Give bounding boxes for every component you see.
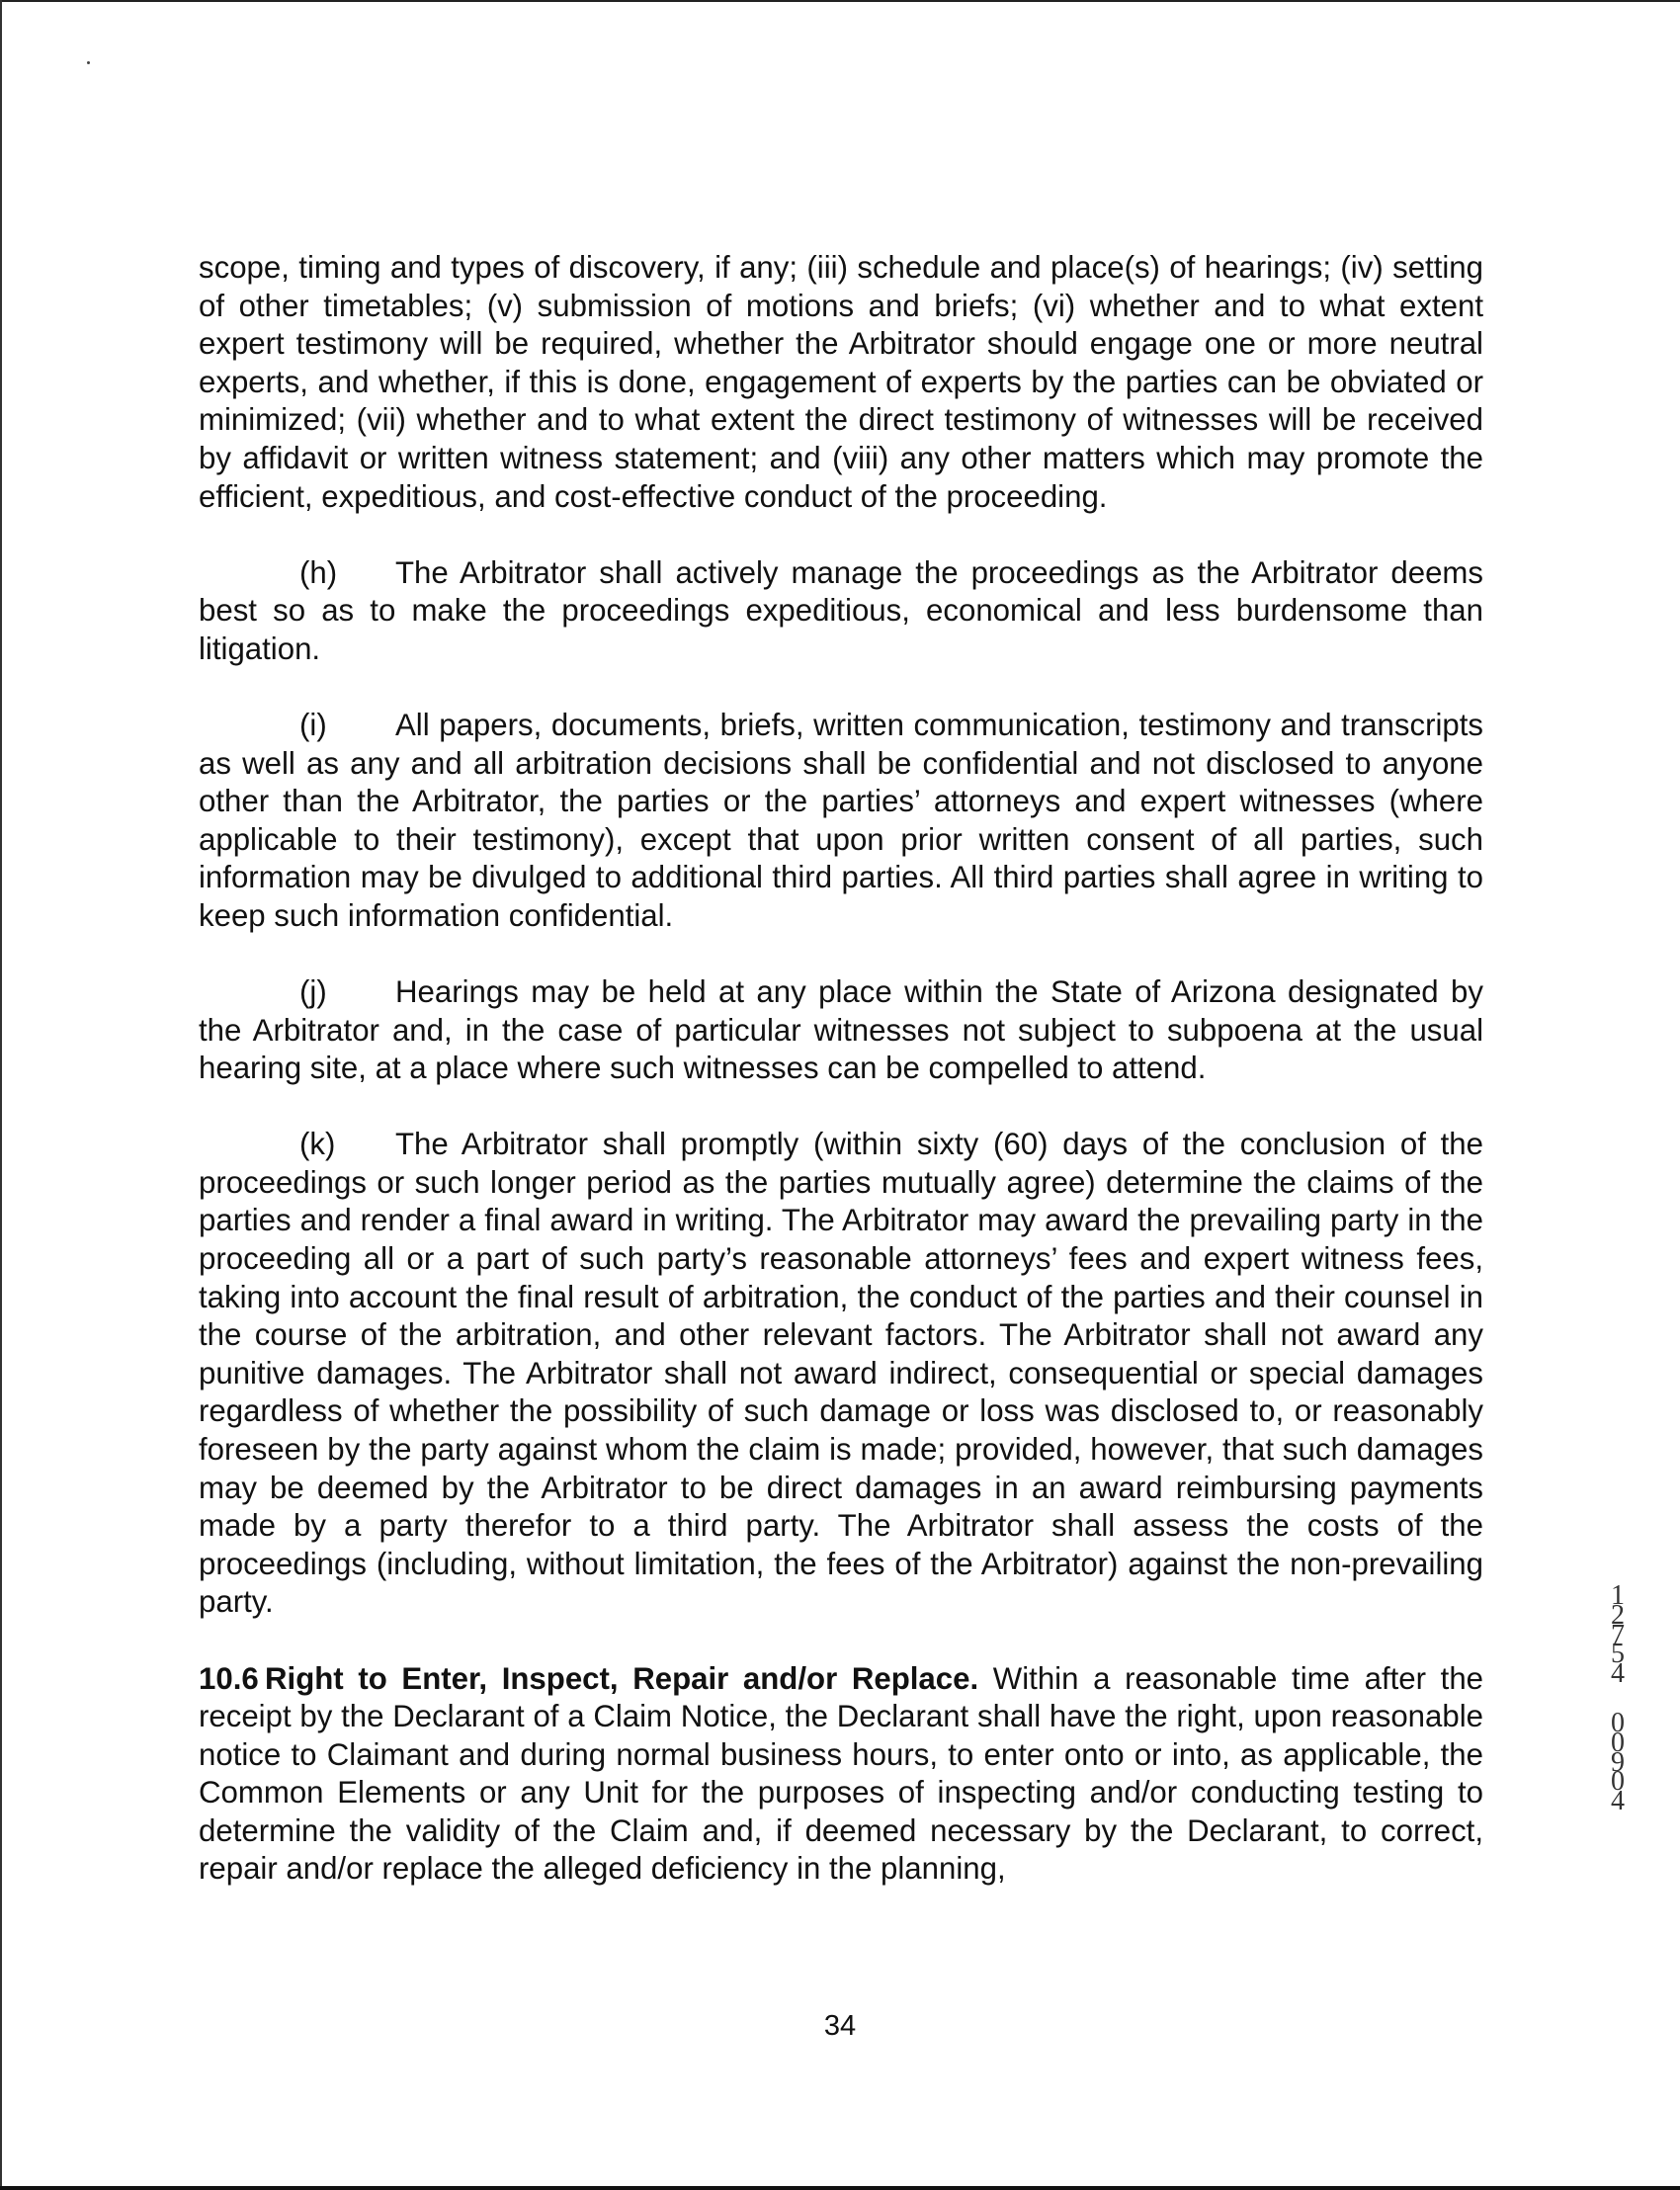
scan-edge-bottom [0,2186,1680,2190]
section-number: 10.6 [199,1660,259,1696]
subsection-i-text: All papers, documents, briefs, written communication, testimony and transcripts as well as any and all arbitration decisions shall be confidential and not disclosed to anyone other than the Arbitrator, the parties or the parties’ attorneys and expert witnesses (where applicable to their testimony), except that upon prior written consent of all parties, such information may be divulged to additional third parties. All third parties shall agree in writing to keep such information confidential. [199,707,1483,933]
page-number: 34 [823,2010,857,2042]
section-10-6-text: Within a reasonable time after the receipt by the Declarant of a Claim Notice, the Declarant shall have the right, upon reasonable notice to Claimant and during normal business hours, to enter onto or into, as applicable, the Common Elements or any Unit for the purposes of inspecting and/or conducting testing to determine the validity of the Claim and, if deemed necessary by the Declarant, to correct, repair and/or replace the alleged deficiency in the planning, [199,1660,1484,1887]
bates-stamp-part2: 00904 [1611,1707,1625,1817]
subsection-j-label: (j) [299,974,327,1009]
bates-stamp [1606,1580,1630,1817]
paragraph-g-continued: scope, timing and types of discovery, if any; (iii) schedule and place(s) of hearings; (iv) setting of other timetables; (v) submission of motions and briefs; (vi) whether and to what extent expert testimony will be required, whether the Arbitrator should engage one or more neutral experts, and whether, if this is done, engagement of experts by the parties can be obviated or minimized; (vii) whether and to what extent the direct testimony of witnesses will be received by affidavit or written witness statement; and (viii) any other matters which may promote the efficient, expeditious, and cost-effective conduct of the proceeding. [199,250,1483,514]
subsection-k-label: (k) [299,1127,336,1162]
subsection-i-label: (i) [299,707,327,742]
subsection-k [199,1126,1483,1622]
subsection-k-text: The Arbitrator shall promptly (within sixty (60) days of the conclusion of the proceedings or such longer period as the parties mutually agree) determine the claims of the parties and render a final award in writing. The Arbitrator may award the prevailing party in the proceeding all or a part of such party’s reasonable attorneys’ fees and expert witness fees, taking into account the final result of arbitration, the conduct of the parties and their counsel in the course of the arbitration, and other relevant factors. The Arbitrator shall not award any punitive damages. The Arbitrator shall not award indirect, consequential or special damages regardless of whether the possibility of such damage or loss was disclosed to, or reasonably foreseen by the party against whom the claim is made; provided, however, that such damages may be deemed by the Arbitrator to be direct damages in an award reimbursing payments made by a party therefor to a third party. The Arbitrator shall assess the costs of the proceedings (including, without limitation, the fees of the Arbitrator) against the non-prevailing party. [199,1127,1483,1620]
scan-edge-left [0,0,2,2190]
scan-speck [87,61,90,64]
subsection-j-text: Hearings may be held at any place within the State of Arizona designated by the Arbitrator and, in the case of particular witnesses not subject to subpoena at the usual hearing site, at a place where such witnesses can be compelled to attend. [199,974,1483,1086]
subsection-i [199,707,1483,936]
section-10-6 [199,1660,1483,1890]
subsection-j [199,973,1483,1088]
subsection-h-label: (h) [299,554,338,590]
section-heading: Right to Enter, Inspect, Repair and/or Replace. [265,1660,979,1696]
document-body [199,249,1483,1889]
scan-edge-top [0,0,1680,2]
subsection-h-text: The Arbitrator shall actively manage the proceedings as the Arbitrator deems best so as to make the proceedings expeditious, economical and less burdensome than litigation. [199,554,1483,666]
bates-stamp-part1: 12754 [1611,1580,1625,1690]
subsection-h [199,554,1483,669]
